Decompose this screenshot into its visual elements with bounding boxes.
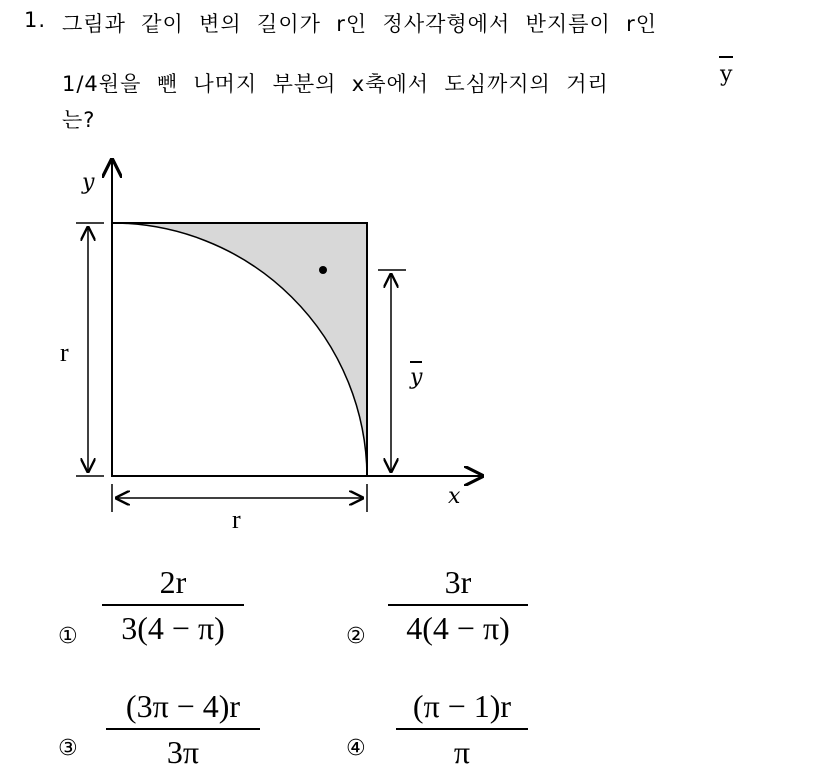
centroid-dot <box>319 266 327 274</box>
ybar-figure-label: y <box>410 365 422 390</box>
choice-1-marker: ① <box>58 624 78 649</box>
choice-1-fraction: 2r 3(4 − π) <box>102 562 244 648</box>
choice-2-marker: ② <box>346 624 366 649</box>
question-ybar: y <box>720 62 732 87</box>
choice-3-marker: ③ <box>58 736 78 761</box>
side-left-label: r <box>60 338 69 367</box>
question-line-3: 는? <box>62 108 96 132</box>
axis-x-label: x <box>448 484 461 509</box>
side-bottom-label: r <box>232 505 241 534</box>
choice-4-fraction: (π − 1)r π <box>396 686 528 772</box>
choice-3-fraction: (3π − 4)r 3π <box>106 686 260 772</box>
choice-2-fraction: 3r 4(4 − π) <box>388 562 528 648</box>
question-line-2: 1/4원을 뺀 나머지 부분의 x축에서 도심까지의 거리 <box>62 72 609 96</box>
choice-4-marker: ④ <box>346 736 366 761</box>
shaded-region <box>112 223 367 476</box>
question-number: 1. <box>24 8 47 32</box>
question-line-1: 그림과 같이 변의 길이가 r인 정사각형에서 반지름이 r인 <box>62 12 658 36</box>
axis-y-label: y <box>82 170 95 195</box>
